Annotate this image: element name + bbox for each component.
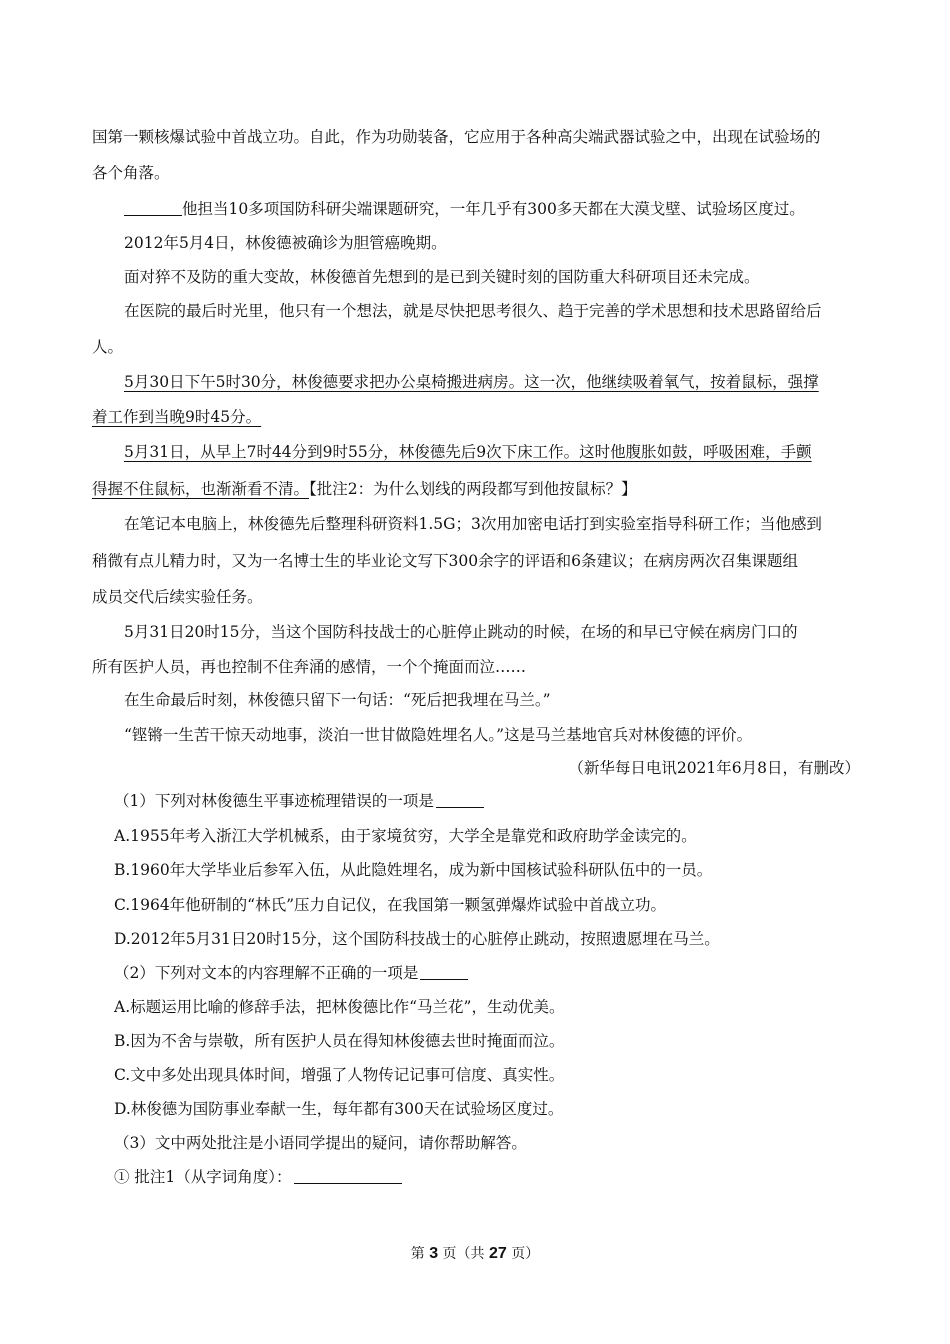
- paragraph-line: 在生命最后时刻，林俊德只留下一句话：“死后把我埋在马兰。”: [124, 691, 551, 709]
- q2-option-b: B.因为不舍与崇敬，所有医护人员在得知林俊德去世时掩面而泣。: [114, 1032, 565, 1050]
- paragraph-line: [92, 478, 862, 500]
- source-citation: （新华每日电讯2021年6月8日，有删改）: [568, 759, 860, 777]
- question-2-stem: （2）下列对文本的内容理解不正确的一项是: [114, 962, 862, 984]
- paragraph-line: 人。: [92, 338, 124, 356]
- answer-blank: [420, 963, 468, 980]
- paragraph-line: 5月31日20时15分，当这个国防科技战士的心脏停止跳动的时候，在场的和早已守候在病房门口的: [124, 623, 798, 641]
- paragraph-line: 在医院的最后时光里，他只有一个想法，就是尽快把思考很久、趋于完善的学术思想和技术思路留给后: [124, 302, 822, 320]
- q2-option-a: A.标题运用比喻的修辞手法，把林俊德比作“马兰花”，生动优美。: [114, 998, 565, 1016]
- q1-option-a: A.1955年考入浙江大学机械系，由于家境贫穷，大学全是靠党和政府助学金读完的。: [114, 827, 697, 845]
- underlined-paragraph-line: 着工作到当晚9时45分。: [92, 408, 262, 426]
- paragraph-line: “铿锵一生苦干惊天动地事，淡泊一世甘做隐姓埋名人。”这是马兰基地官兵对林俊德的评价。: [124, 726, 753, 744]
- q1-option-b: B.1960年大学毕业后参军入伍，从此隐姓埋名，成为新中国核试验科研队伍中的一员。: [114, 861, 713, 879]
- underlined-paragraph-line: 5月31日，从早上7时44分到9时55分，林俊德先后9次下床工作。这时他腹胀如鼓，呼吸困难，手颤: [124, 443, 812, 461]
- paragraph-line: 面对猝不及防的重大变故，林俊德首先想到的是已到关键时刻的国防重大科研项目还未完成。: [124, 268, 760, 286]
- paragraph-line: 国第一颗核爆试验中首战立功。自此，作为功勋装备，它应用于各种高尖端武器试验之中，出现在试验场的: [92, 128, 821, 146]
- annotation-2: 【批注2：为什么划线的两段都写到他按鼠标？】: [309, 480, 637, 498]
- paragraph-line: 所有医护人员，再也控制不住奔涌的感情，一个个掩面而泣……: [92, 658, 527, 676]
- page-total: 27: [489, 1245, 507, 1262]
- q1-option-c: C.1964年他研制的“林氏”压力自记仪，在我国第一颗氢弹爆炸试验中首战立功。: [114, 896, 667, 914]
- question-3-sub-1: ① 批注1（从字词角度）：: [114, 1166, 862, 1188]
- answer-blank: [294, 1167, 402, 1184]
- paragraph-line: 在笔记本电脑上，林俊德先后整理科研资料1.5G；3次用加密电话打到实验室指导科研工作；当他感到: [124, 515, 822, 533]
- underlined-paragraph-line: 5月30日下午5时30分，林俊德要求把办公桌椅搬进病房。这一次，他继续吸着氧气，按着鼠标，强撑: [124, 373, 819, 391]
- page-number: 3: [429, 1245, 439, 1262]
- q1-option-d: D.2012年5月31日20时15分，这个国防科技战士的心脏停止跳动，按照遗愿埋在马兰。: [114, 930, 720, 948]
- answer-blank: [436, 791, 484, 808]
- q2-option-d: D.林俊德为国防事业奉献一生，每年都有300天在试验场区度过。: [114, 1100, 564, 1118]
- question-3-stem: （3）文中两处批注是小语同学提出的疑问，请你帮助解答。: [114, 1134, 527, 1152]
- page-footer: 第 3 页（共 27 页）: [410, 1245, 540, 1262]
- paragraph-line: 成员交代后续实验任务。: [92, 588, 263, 606]
- paragraph-line: 他担当10多项国防科研尖端课题研究，一年几乎有300多天都在大漠戈壁、试验场区度过。: [124, 198, 864, 220]
- underlined-text: 得握不住鼠标，也渐渐看不清。: [92, 480, 310, 498]
- paragraph-line: 各个角落。: [92, 164, 170, 182]
- question-1-stem: （1）下列对林俊德生平事迹梳理错误的一项是: [114, 790, 862, 812]
- fill-blank: [124, 199, 182, 216]
- paragraph-line: 稍微有点儿精力时，又为一名博士生的毕业论文写下300余字的评语和6条建议；在病房两次召集课题组: [92, 552, 798, 570]
- paragraph-line: 2012年5月4日，林俊德被确诊为胆管癌晚期。: [124, 234, 447, 252]
- q2-option-c: C.文中多处出现具体时间，增强了人物传记记事可信度、真实性。: [114, 1066, 565, 1084]
